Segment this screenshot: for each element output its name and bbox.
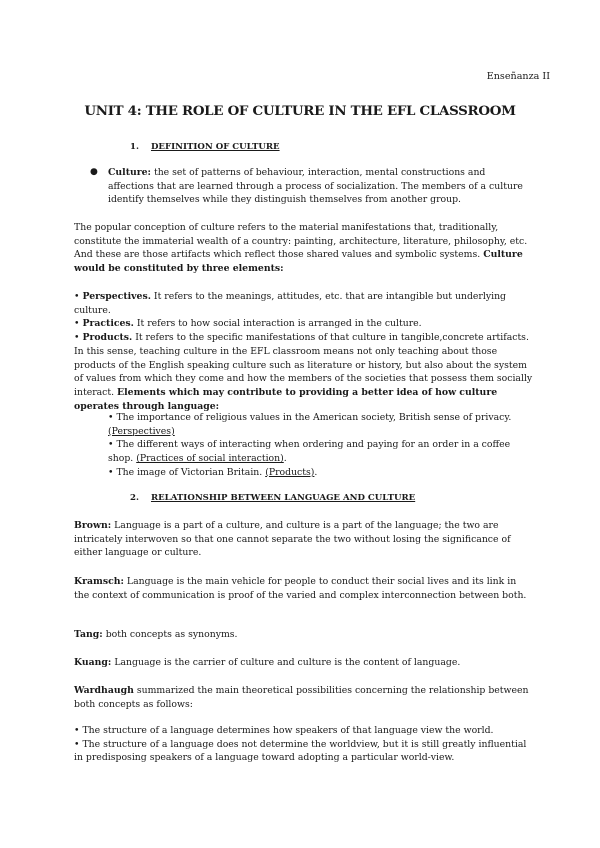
examples-list xyxy=(108,411,528,480)
section-1-title: DEFINITION OF CULTURE xyxy=(150,142,280,152)
element-term: Practices. xyxy=(82,318,134,330)
culture-term: Culture: xyxy=(108,167,151,178)
author-name: Kuang: xyxy=(74,657,112,668)
list-item: • The importance of religious values in the American society, British sense of privacy. (Perspectives) xyxy=(108,412,512,437)
author-name: Brown: xyxy=(74,520,112,531)
author-name: Tang: xyxy=(74,629,103,640)
list-item: • Perspectives. It refers to the meanings, attitudes, etc. that are intangible but underlying culture. xyxy=(74,291,507,316)
author-name: Wardhaugh xyxy=(74,685,134,696)
structures-list xyxy=(74,724,534,765)
elements-list xyxy=(74,290,534,413)
three-elements-lead: Culture would be constituted by three elements: xyxy=(74,249,523,275)
popular-conception-text: The popular conception of culture refers to the material manifestations that, traditionally, constitute the immaterial wealth of a country: painting, architecture, literature, philosophy, etc. And these are those artifacts which reflect those shared values and symbolic systems. xyxy=(74,222,528,261)
section-2-heading xyxy=(130,493,415,503)
page-header: Enseñanza II xyxy=(486,71,550,82)
author-name: Kramsch: xyxy=(74,576,124,587)
author-wardhaugh-paragraph: Wardhaugh summarized the main theoretical possibilities concerning the relationship between both concepts as follows: xyxy=(74,685,529,710)
culture-definition-text: the set of patterns of behaviour, interaction, mental constructions and affections that are learned through a process of socialization. The members of a culture identify themselves while they distinguish themselves from another group. xyxy=(108,167,523,206)
list-item: • Practices. It refers to how social interaction is arranged in the culture. xyxy=(74,318,422,330)
list-item: • The structure of a language does not determine the worldview, but it is still greatly influential in predisposing speakers of a language toward adopting a particular world-view. xyxy=(74,738,527,764)
section-1-number: 1. xyxy=(130,142,139,152)
author-tang-paragraph: Tang: both concepts as synonyms. xyxy=(74,629,238,640)
teaching-culture-text: In this sense, teaching culture in the EFL classroom means not only teaching about those products of the English speaking culture such as literature or history, but also about the system of values from which they come and how the members of the societies that possess them socially interact. xyxy=(74,345,533,398)
list-item: • Products. It refers to the specific manifestations of that culture in tangible,concrete artifacts. xyxy=(74,332,529,344)
section-2-title: RELATIONSHIP BETWEEN LANGUAGE AND CULTURE xyxy=(150,493,416,503)
culture-definition xyxy=(108,166,528,207)
author-brown-paragraph: Brown: Language is a part of a culture, and culture is a part of the language; the two are intricately interwoven so that one cannot separate the two without losing the significance of either language or culture. xyxy=(74,520,511,559)
page-title: UNIT 4: THE ROLE OF CULTURE IN THE EFL CLASSROOM xyxy=(84,103,516,119)
element-term: Perspectives. xyxy=(82,291,151,302)
section-2-number: 2. xyxy=(130,493,139,503)
list-item: • The different ways of interacting when ordering and paying for an order in a coffee shop. (Practices of social interaction). xyxy=(108,439,511,465)
author-kuang-paragraph: Kuang: Language is the carrier of culture and culture is the content of language. xyxy=(74,657,461,668)
example-tag: (Practices of social interaction) xyxy=(136,453,284,465)
list-item: • The structure of a language determines how speakers of that language view the world. xyxy=(74,725,494,736)
list-item: • The image of Victorian Britain. (Products). xyxy=(108,466,318,478)
element-term: Products. xyxy=(82,332,133,344)
author-kramsch-paragraph: Kramsch: Language is the main vehicle for people to conduct their social lives and its link in the context of communication is proof of the varied and complex interconnection between both. xyxy=(74,576,527,601)
section-1-heading xyxy=(130,142,280,152)
example-tag: (Products) xyxy=(265,466,315,478)
bullet-icon: ● xyxy=(90,167,98,177)
elements-contribute-lead: Elements which may contribute to providing a better idea of how culture operates through language: xyxy=(74,386,498,412)
popular-conception-paragraph xyxy=(74,221,534,276)
example-tag: (Perspectives) xyxy=(108,425,175,437)
